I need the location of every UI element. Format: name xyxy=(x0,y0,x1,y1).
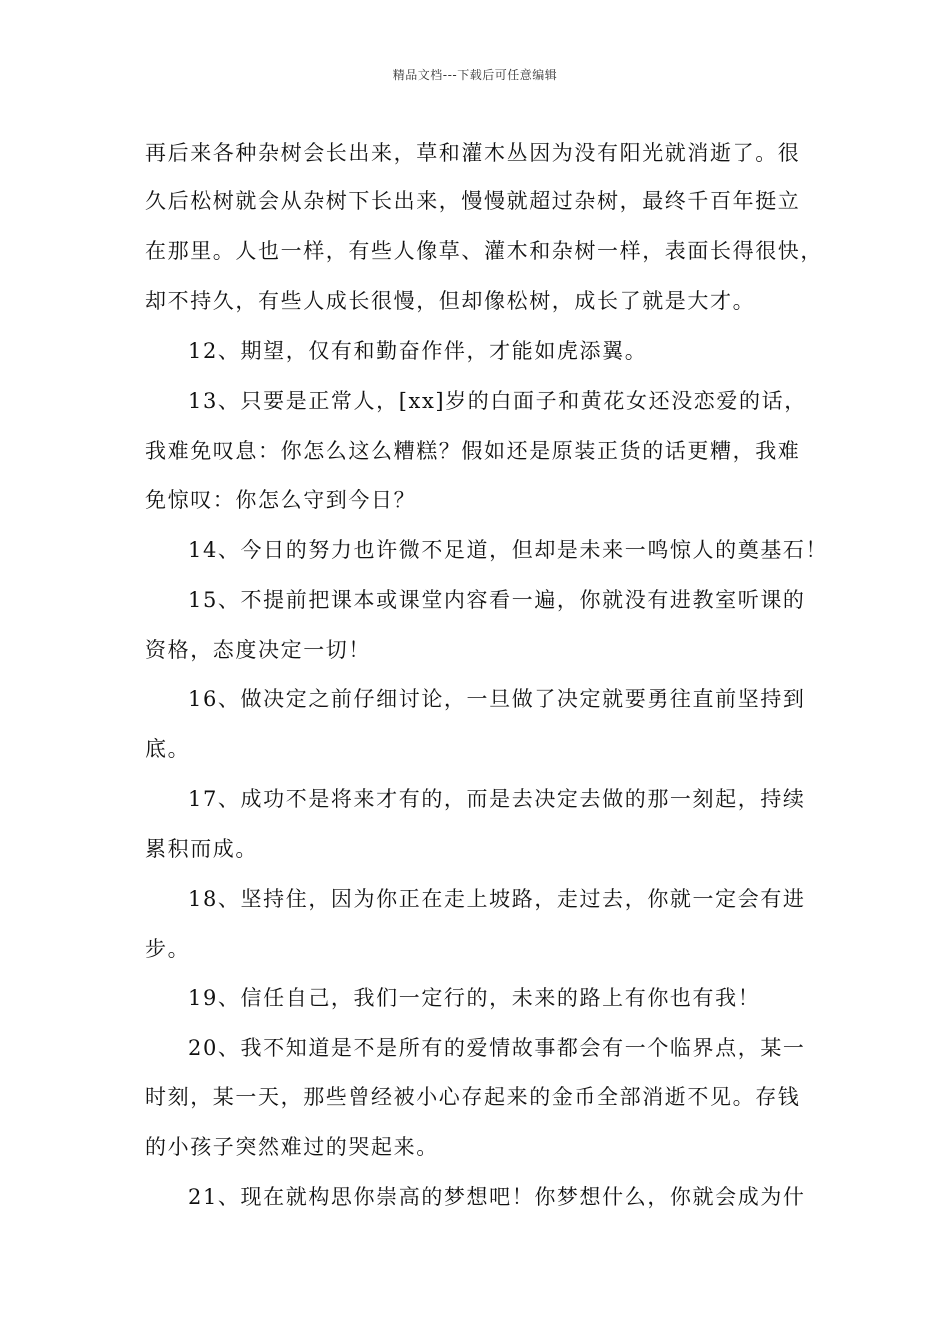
page-header: 精品文档---下载后可任意编辑 xyxy=(392,68,558,82)
text-line: 却不持久，有些人成长很慢，但却像松树，成长了就是大才。 xyxy=(145,289,756,313)
text-line: 步。 xyxy=(145,937,191,961)
text-line: 20、我不知道是不是所有的爱情故事都会有一个临界点，某一 xyxy=(188,1036,806,1060)
text-line: 12、期望，仅有和勤奋作伴，才能如虎添翼。 xyxy=(188,339,648,363)
text-line: 16、做决定之前仔细讨论，一旦做了决定就要勇往直前坚持到 xyxy=(188,687,806,711)
text-line: 14、今日的努力也许微不足道，但却是未来一鸣惊人的奠基石！ xyxy=(188,538,829,562)
text-line: 资格，态度决定一切！ xyxy=(145,638,371,662)
text-line: 免惊叹：你怎么守到今日？ xyxy=(145,488,417,512)
text-line: 15、不提前把课本或课堂内容看一遍，你就没有进教室听课的 xyxy=(188,588,806,612)
text-line: 在那里。人也一样，有些人像草、灌木和杂树一样，表面长得很快， xyxy=(145,239,823,263)
text-line: 21、现在就构思你崇高的梦想吧！你梦想什么，你就会成为什 xyxy=(188,1185,806,1209)
text-line: 累积而成。 xyxy=(145,837,258,861)
text-line: 时刻，某一天，那些曾经被小心存起来的金币全部消逝不见。存钱 xyxy=(145,1085,801,1109)
text-line: 再后来各种杂树会长出来，草和灌木丛因为没有阳光就消逝了。很 xyxy=(145,141,801,165)
text-line: 18、坚持住，因为你正在走上坡路，走过去，你就一定会有进 xyxy=(188,887,806,911)
text-line: 13、只要是正常人，[xx]岁的白面子和黄花女还没恋爱的话， xyxy=(188,389,807,413)
text-line: 我难免叹息：你怎么这么糟糕？假如还是原装正货的话更糟，我难 xyxy=(145,439,801,463)
text-line: 19、信任自己，我们一定行的，未来的路上有你也有我！ xyxy=(188,986,761,1010)
text-line: 的小孩子突然难过的哭起来。 xyxy=(145,1135,439,1159)
text-line: 底。 xyxy=(145,737,191,761)
text-line: 17、成功不是将来才有的，而是去决定去做的那一刻起，持续 xyxy=(188,787,806,811)
text-line: 久后松树就会从杂树下长出来，慢慢就超过杂树，最终千百年挺立 xyxy=(145,189,801,213)
